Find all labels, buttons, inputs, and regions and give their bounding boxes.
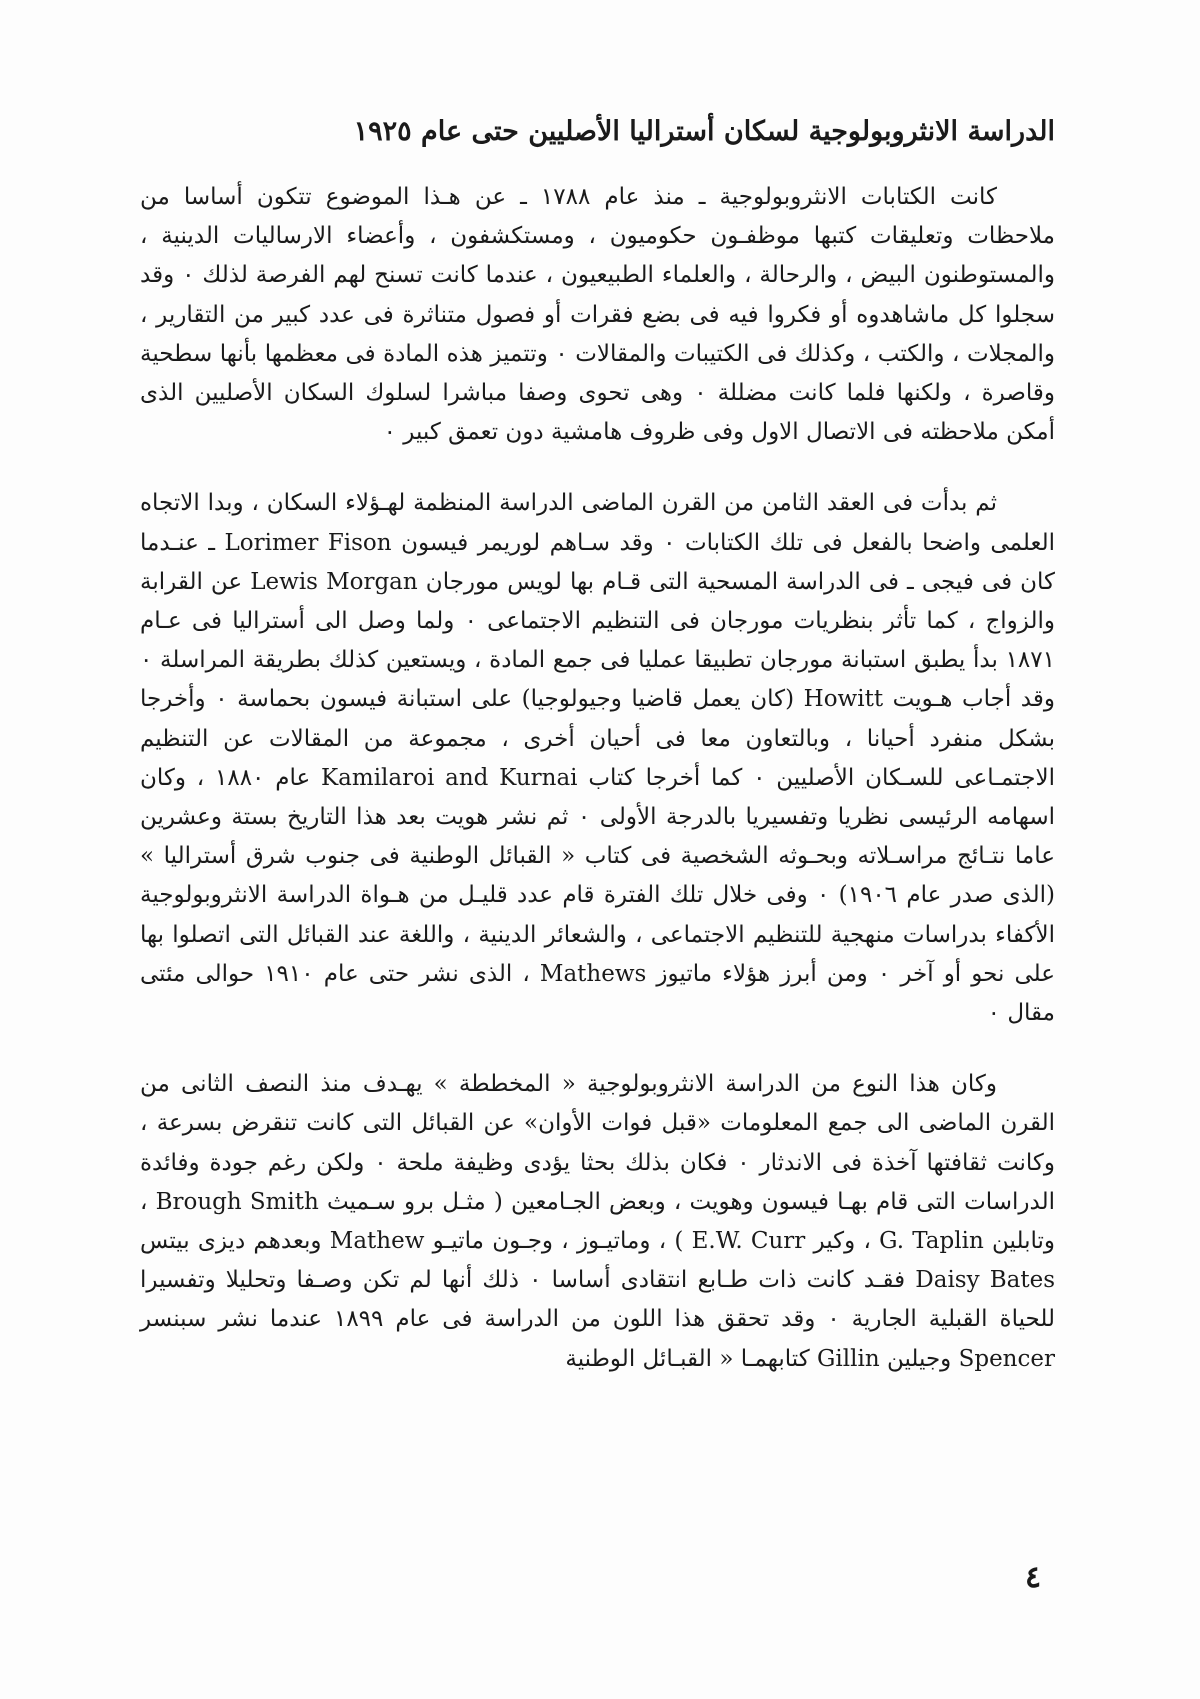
paragraph-2: ثم بدأت فى العقد الثامن من القرن الماضى الدراسة المنظمة لهـؤلاء السكان ، وبدا الاتجاه العلمى واضحا بالفعل فى تلك الكتابات ٠ وقد سـاهم لوريمر فيسون Lorimer Fison ـ عنـدما كان فى فيجى ـ فى الدراسة المسحية التى قـام بها لويس مورجان Lewis Morgan عن القرابة والزواج ، كما تأثر بنظريات مورجان فى التنظيم الاجتماعى ٠ ولما وصل الى أستراليا فى عـام ١٨٧١ بدأ يطبق استبانة مورجان تطبيقا عمليا فى جمع المادة ، ويستعين كذلك بطريقة المراسلة ٠ وقد أجاب هـويت Howitt (كان يعمل قاضيا وجيولوجيا) على استبانة فيسون بحماسة ٠ وأخرجا بشكل منفرد أحيانا ، وبالتعاون معا فى أحيان أخرى ، مجموعة من المقالات عن التنظيم الاجتمـاعى للسـكان الأصليين ٠ كما أخرجا كتاب Kamilaroi and Kurnai عام ١٨٨٠ ، وكان اسهامه الرئيسى نظريا وتفسيريا بالدرجة الأولى ٠ ثم نشر هويت بعد هذا التاريخ بستة وعشرين عاما نتـائج مراسـلاته وبحـوثه الشخصية فى كتاب « القبائل الوطنية فى جنوب شرق أستراليا » (الذى صدر عام ١٩٠٦) ٠ وفى خلال تلك الفترة قام عدد قليـل من هـواة الدراسة الانثروبولوجية الأكفاء بدراسات منهجية للتنظيم الاجتماعى ، والشعائر الدينية ، واللغة عند القبائل التى اتصلوا بها على نحو أو آخر ٠ ومن أبرز هؤلاء ماتيوز Mathews ، الذى نشر حتى عام ١٩١٠ حوالى مئتى مقال ٠ <box>140 490 1056 1027</box>
page-title: الدراسة الانثروبولوجية لسكان أستراليا الأصليين حتى عام ١٩٢٥ <box>353 116 1055 147</box>
page-content <box>140 112 1055 1379</box>
paragraph-3: وكان هذا النوع من الدراسة الانثروبولوجية « المخططة » يهـدف منذ النصف الثانى من القرن الماضى الى جمع المعلومات «قبل فوات الأوان» عن القبائل التى كانت تنقرض بسرعة ، وكانت ثقافتها آخذة فى الاندثار ٠ فكان بذلك بحثا يؤدى وظيفة ملحة ٠ ولكن رغم جودة وفائدة الدراسات التى قام بهـا فيسون وهويت ، وبعض الجـامعين ( مثـل برو سـميث Brough Smith ، وتابلين G. Taplin ، وكير E.W. Curr ) ، وماتيـوز ، وجـون ماتيـو Mathew وبعدهم ديزى بيتس Daisy Bates فقـد كانت ذات طـابع انتقادى أساسا ٠ ذلك أنها لم تكن وصـفا وتحليلا وتفسيرا للحياة القبلية الجارية ٠ وقد تحقق هذا اللون من الدراسة فى عام ١٨٩٩ عندما نشر سبنسر Spencer وجيلين Gillin كتابهمـا « القبـائل الوطنية <box>140 1071 1056 1372</box>
paragraph-1: كانت الكتابات الانثروبولوجية ـ منذ عام ١٧٨٨ ـ عن هـذا الموضوع تتكون أساسا من ملاحظات وتعليقات كتبها موظفـون حكوميون ، ومستكشفون ، وأعضاء الارساليات الدينية ، والمستوطنون البيض ، والرحالة ، والعلماء الطبيعيون ، عندما كانت تسنح لهم الفرصة لذلك ٠ وقد سجلوا كل ماشاهدوه أو فكروا فيه فى بضع فقرات أو فصول متناثرة فى عدد كبير من التقارير ، والمجلات ، والكتب ، وكذلك فى الكتيبات والمقالات ٠ وتتميز هذه المادة فى معظمها بأنها سطحية وقاصرة ، ولكنها فلما كانت مضللة ٠ وهى تحوى وصفا مباشرا لسلوك السكان الأصليين الذى أمكن ملاحظته فى الاتصال الاول وفى ظروف هامشية دون تعمق كبير ٠ <box>140 184 1056 446</box>
page-number: ٤ <box>1024 1560 1042 1595</box>
